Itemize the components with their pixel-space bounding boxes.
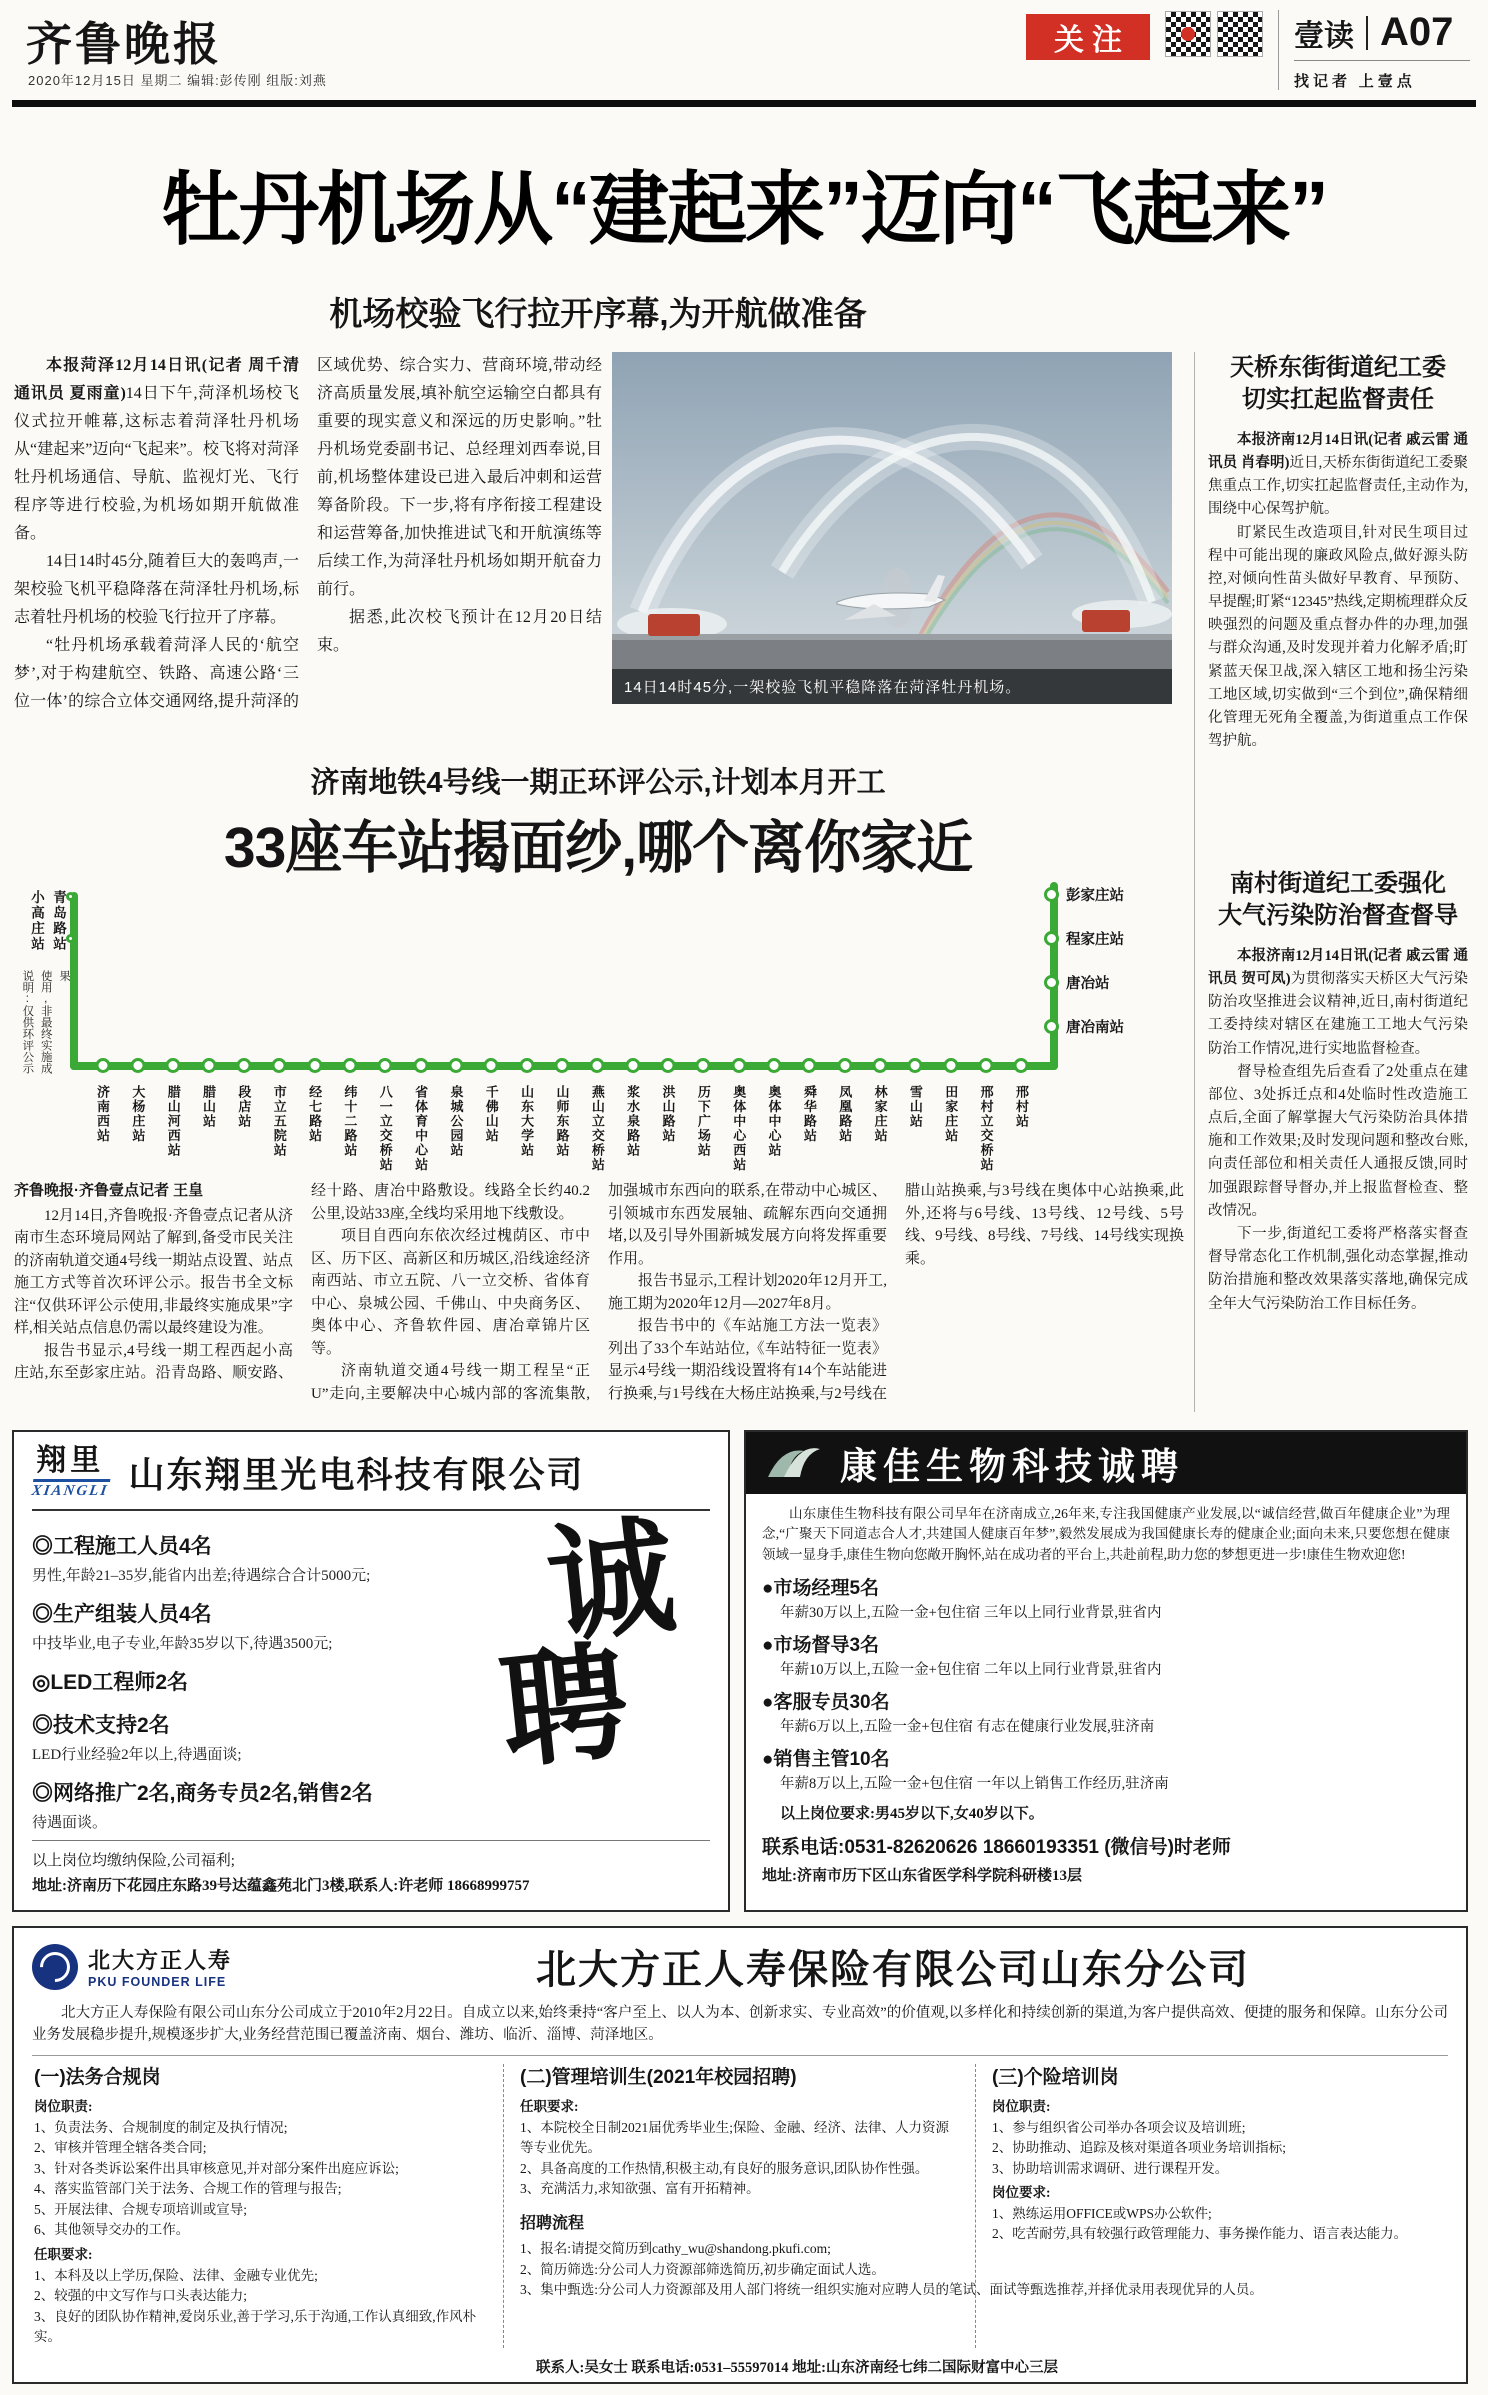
- station-label: 唐冶站: [1044, 972, 1110, 993]
- station-label: 段店站: [237, 1058, 250, 1172]
- position-title: (三)个险培训岗: [992, 2066, 1119, 2088]
- diagram-note: 说明:仅供环评公示使用,非最终实施成果: [21, 970, 71, 1074]
- pku-column-legal: [32, 2064, 504, 2348]
- paragraph: “牡丹机场承载着菏泽人民的‘航空梦’,对于构建航空、铁路、高速公路‘三位一体’的综合立体交通网络,提升菏泽的区域优势、综合实力、营商环境,带动经济高质量发展,填补航空运输空白都具有重要的现实意义和深远的历史影响。”牡丹机场党委副书记、总经理刘西奉说,目前,机场整体建设已进入最后冲刺和运营筹备阶段。下一步,将有序衔接工程建设和运营筹备,加快推进试飞和开航演练等后续工作,为菏泽牡丹机场如期开航奋力前行。: [14, 357, 602, 710]
- station-label: 奥体中心西站: [732, 1058, 745, 1172]
- lead-paragraph: [1208, 429, 1468, 522]
- station-label: 青岛路站: [51, 890, 66, 952]
- station-label: 林家庄站: [874, 1058, 887, 1172]
- paragraph: 14日14时45分,随着巨大的轰鸣声,一架校验飞机平稳降落在菏泽牡丹机场,标志着牡丹机场的校验飞行拉开了序幕。: [14, 553, 299, 626]
- xiangli-body: [32, 1500, 710, 1832]
- main-line-stations: [96, 1058, 1028, 1172]
- station-label: 唐冶南站: [1044, 1016, 1124, 1037]
- section-label: 岗位职责:: [992, 2099, 1051, 2115]
- metro-line-diagram: [12, 876, 1184, 1176]
- xiangli-benefits: 以上岗位均缴纳保险,公司福利;: [32, 1853, 235, 1869]
- fire-truck: [1082, 610, 1130, 632]
- ad-kangjia: [744, 1430, 1468, 1912]
- list-item: 2、协助推动、追踪及核对渠道各项业务培训指标;: [992, 2140, 1287, 2156]
- station-label: 奥体中心站: [768, 1058, 781, 1172]
- station-label: 山东大学站: [520, 1058, 533, 1172]
- list-item: 2、具备高度的工作热情,积极主动,有良好的服务意识,团队协作性强。: [520, 2160, 929, 2176]
- list-item: 2、吃苦耐劳,具有较强行政管理能力、事务操作能力、语言表达能力。: [992, 2226, 1408, 2242]
- metro-article-body: [14, 1180, 1184, 1410]
- paragraph: 项目自西向东依次经过槐荫区、市中区、历下区、高新区和历城区,沿线途经济南西站、市立五院、八一立交桥、省体育中心、泉城公园、千佛山、中央商务区、奥体中心、齐鲁软件园、唐冶章锦片区等。: [311, 1228, 590, 1357]
- paragraph: 下一步,街道纪工委将严格落实督查督导常态化工作机制,强化动态掌握,推动防治措施和整改效果落实落地,确保完成全年大气污染防治工作目标任务。: [1208, 1226, 1468, 1312]
- list-item: 1、报名:请提交简历到cathy_wu@shandong.pkufi.com;: [520, 2241, 831, 2257]
- masthead-tagline: 找记者 上壹点: [1294, 74, 1416, 90]
- station-label: 凤凰路站: [838, 1058, 851, 1172]
- xiangli-logo-cn: 翔里: [36, 1444, 105, 1477]
- lead-paragraph: [1208, 945, 1468, 1061]
- divider: [1366, 16, 1368, 50]
- title-line: 天桥东街街道纪工委: [1230, 354, 1446, 381]
- lead-headline: 牡丹机场从“建起来”迈向“飞起来”: [161, 165, 1327, 254]
- metro-line-west-segment: [70, 892, 78, 1070]
- paragraph-text: 为贯彻落实天桥区大气污染防治攻坚推进会议精神,近日,南村街道纪工委持续对辖区在建施工工地大气污染防治工作情况,进行实地监督检查。: [1208, 970, 1468, 1057]
- divider: [1278, 10, 1279, 90]
- metro-kicker: 济南地铁4号线一期正环评公示,计划本月开工: [310, 767, 886, 799]
- station-label: 大杨庄站: [131, 1058, 144, 1172]
- job-item: ◎工程施工人员4名 男性,年龄21–35岁,能省内出差;待遇综合合计5000元;: [32, 1535, 371, 1584]
- position-title: (一)法务合规岗: [34, 2066, 161, 2088]
- list-item: 4、落实监管部门关于法务、合规工作的管理与报告;: [34, 2181, 342, 2197]
- follow-badge: 关注: [1026, 14, 1150, 60]
- station-label: 济南西站: [96, 1058, 109, 1172]
- requirement-list: [520, 2118, 959, 2200]
- station-label: 邢村站: [1015, 1058, 1028, 1172]
- station-label: 燕山立交桥站: [591, 1058, 604, 1172]
- station-label: 省体育中心站: [414, 1058, 427, 1172]
- list-item: 3、良好的团队协作精神,爱岗乐业,善于学习,乐于沟通,工作认真细致,作风朴实。: [34, 2308, 477, 2345]
- pku-brand-cn: 北大方正人寿: [88, 1948, 233, 1973]
- pku-brand-en: PKU FOUNDER LIFE: [88, 1975, 227, 1989]
- lead-subhead: 机场校验飞行拉开序幕,为开航做准备: [329, 295, 867, 332]
- list-item: 1、本院校全日制2021届优秀毕业生;保险、金融、经济、法律、人力资源等专业优先。: [520, 2119, 949, 2156]
- section-label: 任职要求:: [520, 2099, 579, 2115]
- pku-intro: 北大方正人寿保险有限公司山东分公司成立于2010年2月22日。自成立以来,始终秉持“客户至上、以人为本、创新求实、专业高效”的价值观,以多样化和持续创新的渠道,为客户提供高效、便捷的服务和保障。山东分公司业务发展稳步提升,规模逐步扩大,业务经营范围已覆盖济南、烟台、潍坊、临沂、淄博、菏泽地区。: [32, 2003, 1448, 2056]
- station-label: 舜华路站: [803, 1058, 816, 1172]
- calligraphy-char: 诚: [540, 1500, 682, 1661]
- list-item: 3、集中甄选:分公司人力资源部及用人部门将统一组织实施对应聘人员的笔试、面试等甄选推荐,并择优录用表现优异的人员。: [520, 2282, 1263, 2298]
- title-line: 南村街道纪工委强化: [1230, 870, 1446, 897]
- list-item: 2、较强的中文写作与口头表达能力;: [34, 2288, 248, 2304]
- position-title: (二)管理培训生(2021年校园招聘): [520, 2066, 797, 2088]
- qr-code-icon: [1218, 12, 1262, 56]
- sidebar-story-title: [1208, 868, 1468, 933]
- page-number: A07: [1380, 10, 1454, 54]
- list-item: 1、本科及以上学历,保险、法律、金融专业优先;: [34, 2267, 318, 2283]
- list-item: 6、其他领导交办的工作。: [34, 2222, 190, 2238]
- process-list: [520, 2239, 1332, 2301]
- kangjia-swan-logo: [762, 1441, 826, 1485]
- ad-xiangli: [12, 1430, 730, 1912]
- airplane-water-salute-photo: [612, 352, 1172, 704]
- recruit-process: [520, 2212, 1332, 2301]
- station-label: 小高庄站: [29, 890, 44, 952]
- paragraph: 济南轨道交通4号线一期工程呈“正U”走向,主要解决中心城内部的客流集散,加强城市东西向的联系,在带动中心城区、引领城市东西发展轴、疏解东西向交通拥堵,以及引导外围新城发展方向将发挥重要作用。: [311, 1183, 887, 1402]
- xiangli-footer: [32, 1840, 710, 1895]
- paragraph: 据悉,此次校飞预计在12月20日结束。: [317, 609, 602, 654]
- station-label: 腊山河西站: [167, 1058, 180, 1172]
- kangjia-body: [746, 1494, 1466, 1885]
- list-item: 3、针对各类诉讼案件出具审核意见,并对部分案件出庭应诉讼;: [34, 2160, 399, 2176]
- process-title: 招聘流程: [520, 2214, 585, 2232]
- section-label: 岗位职责:: [34, 2099, 93, 2115]
- paragraph: 报告书显示,4号线一期工程西起小高庄站,东至彭家庄站。沿青岛路、顺安路、经十路、唐冶中路敷设。线路全长约40.2公里,设站33座,全线均采用地下线敷设。: [14, 1183, 590, 1381]
- pku-ad-title: 北大方正人寿保险有限公司山东分公司: [536, 1948, 1250, 1992]
- xiangli-company-name: 山东翔里光电科技有限公司: [128, 1454, 585, 1495]
- kangjia-job-list: [762, 1573, 1450, 1793]
- list-item: 3、充满活力,求知欲强、富有开拓精神。: [520, 2181, 760, 2197]
- station-label: 洪山路站: [662, 1058, 675, 1172]
- pku-columns: [32, 2064, 1448, 2348]
- list-item: 2、简历筛选:分公司人力资源部筛选简历,初步确定面试人选。: [520, 2261, 885, 2277]
- station-label: 邢村立交桥站: [980, 1058, 993, 1172]
- job-item: ●客服专员30名 年薪6万以上,五险一金+包住宿 有志在健康行业发展,驻济南: [762, 1691, 1155, 1735]
- job-item: ◎技术支持2名 LED行业经验2年以上,待遇面谈;: [32, 1714, 242, 1763]
- fire-truck: [648, 614, 700, 636]
- dateline: 2020年12月15日 星期二 编辑:彭传刚 组版:刘燕: [28, 73, 327, 88]
- pku-column-trainer: [976, 2064, 1448, 2348]
- xiangli-header: [32, 1446, 710, 1511]
- station-label: 八一立交桥站: [379, 1058, 392, 1172]
- paragraph: 报告书显示,工程计划2020年12月开工,施工期为2020年12月—2027年8月。: [608, 1273, 887, 1312]
- lead-paragraph: [14, 352, 299, 548]
- pku-contact: 联系人:吴女士 联系电话:0531–55597014 地址:山东济南经七纬二国际财富中心三层: [536, 2359, 1058, 2376]
- list-item: 5、开展法律、合规专项培训或宣导;: [34, 2201, 248, 2217]
- xiangli-job-list: [32, 1517, 480, 1832]
- kangjia-requirement: 以上岗位要求:男45岁以下,女40岁以下。: [780, 1805, 1044, 1822]
- xiangli-logo-en: XIANGLI: [31, 1479, 110, 1499]
- masthead-logo: 齐鲁晚报: [26, 17, 222, 71]
- station-label: 浆水泉路站: [626, 1058, 639, 1172]
- kangjia-address: 地址:济南市历下区山东省医学科学院科研楼13层: [762, 1867, 1082, 1884]
- section-label: 任职要求:: [34, 2246, 93, 2262]
- qr-code-icon: [1166, 12, 1210, 56]
- pku-header: [32, 1938, 1448, 1995]
- paragraph: 报告书中的《车站施工方法一览表》列出了33个车站站位,《车站特征一览表》显示4号线一期沿线设置将有14个车站能进行换乘,与1号线在大杨庄站换乘,与2号线在腊山站换乘,与3号线在奥体中心站换乘,此外,还将与6号线、13号线、12号线、5号线、9号线、8号线、7号线、14号线实现换乘。: [608, 1183, 1184, 1402]
- station-label: 泉城公园站: [449, 1058, 462, 1172]
- paragraph: 盯紧民生改造项目,针对民生项目过程中可能出现的廉政风险点,做好源头防控,对倾向性苗头做好早教育、早预防、早提醒;盯紧“12345”热线,定期梳理群众反映强烈的问题及重点督办件的办理,加强与群众沟通,及时发现并着力化解矛盾;盯紧蓝天保卫战,深入辖区工地和扬尘污染工地区域,切实做到“三个到位”,确保精细化管理无死角全覆盖,为街道重点工作保驾护航。: [1208, 524, 1468, 750]
- divider: [1294, 60, 1470, 61]
- station-label: 经七路站: [308, 1058, 321, 1172]
- kangjia-title: 康佳生物科技诚聘: [840, 1446, 1184, 1487]
- list-item: 2、审核并管理全辖各类合同;: [34, 2140, 207, 2156]
- paragraph-text: 近日,天桥东街街道纪工委聚焦重点工作,切实扛起监督责任,主动作为,围绕中心保驾护航。: [1208, 454, 1468, 518]
- list-item: 1、参与组织省公司举办各项会议及培训班;: [992, 2119, 1246, 2135]
- title-line: 大气污染防治督查督导: [1218, 902, 1458, 930]
- paragraph-text: 14日下午,菏泽机场校飞仪式拉开帷幕,这标志着菏泽牡丹机场从“建起来”迈向“飞起来”。校飞将对菏泽牡丹机场通信、导航、监视灯光、飞行程序等进行校验,为机场如期开航做准备。: [14, 385, 299, 542]
- section-block: [1294, 10, 1470, 91]
- station-label: 历下广场站: [697, 1058, 710, 1172]
- title-line: 切实扛起监督责任: [1242, 386, 1434, 414]
- list-item: 1、负责法务、合规制度的制定及执行情况;: [34, 2119, 288, 2135]
- chengpin-calligraphy: [464, 1500, 726, 1843]
- xiangli-address: 地址:济南历下花园庄东路39号达蕴鑫苑北门3楼,联系人:许老师 18668999757: [32, 1878, 530, 1894]
- lead-photo: [612, 352, 1172, 704]
- station-label: 市立五院站: [273, 1058, 286, 1172]
- pku-logo-icon: [32, 1944, 78, 1990]
- list-item: 1、熟练运用OFFICE或WPS办公软件;: [992, 2205, 1212, 2221]
- station-label: 腊山站: [202, 1058, 215, 1172]
- job-item: ●市场经理5名 年薪30万以上,五险一金+包住宿 三年以上同行业背景,驻省内: [762, 1577, 1162, 1621]
- paragraph: 督导检查组先后查看了2处重点在建部位、3处拆迁点和4处临时性改造施工点后,全面了解掌握大气污染防治具体措施和工作效果;及时发现问题和整改台账,向责任部位和相关责任人通报反馈,同时加强跟踪督导督办,并上报监督检查、整改情况。: [1208, 1063, 1468, 1219]
- station-label: 彭家庄站: [1044, 884, 1124, 905]
- sidebar-story-tianqiao: [1208, 352, 1468, 753]
- header-rule: [12, 100, 1476, 107]
- section-label: 岗位要求:: [992, 2185, 1051, 2201]
- metro-headline: 33座车站揭面纱,哪个离你家近: [223, 816, 973, 880]
- column-rule: [1194, 352, 1195, 1412]
- sidebar-story-nancun: [1208, 868, 1468, 1316]
- station-label: 程家庄站: [1044, 928, 1124, 949]
- job-item: ●市场督导3名 年薪10万以上,五险一金+包住宿 二年以上同行业背景,驻省内: [762, 1634, 1162, 1678]
- photo-caption: 14日14时45分,一架校验飞机平稳降落在菏泽牡丹机场。: [612, 669, 1172, 704]
- byline: 齐鲁晚报·齐鲁壹点记者 王皇: [14, 1182, 204, 1199]
- job-item: ◎网络推广2名,商务专员2名,销售2名 待遇面谈。: [32, 1782, 373, 1831]
- duty-list: [34, 2118, 487, 2241]
- sidebar-story-title: [1208, 352, 1468, 417]
- station-label: 田家庄站: [944, 1058, 957, 1172]
- station-label: 千佛山站: [485, 1058, 498, 1172]
- kangjia-intro: 山东康佳生物科技有限公司早年在济南成立,26年来,专注我国健康产业发展,以“诚信经营,做百年健康企业”为理念,“广聚天下同道志合人才,共建国人健康百年梦”,毅然发展成为我国健康长寿的健康企业;面向未来,只要您想在健康领域一显身手,康佳生物向您敞开胸怀,站在成功者的平台上,共赴前程,助力您的梦想更进一步!康佳生物欢迎您!: [762, 1506, 1450, 1562]
- dateline-byline: 本报济南12月14日讯(记者 戚云雷 通讯员 肖春明): [1208, 431, 1468, 471]
- pku-logo: [32, 1944, 312, 1990]
- kangjia-phone: 联系电话:0531-82620626 18660193351 (微信号)时老师: [762, 1836, 1231, 1858]
- list-item: 3、协助培训需求调研、进行课程开发。: [992, 2160, 1229, 2176]
- job-item: ◎生产组装人员4名 中技毕业,电子专业,年龄35岁以下,待遇3500元;: [32, 1603, 333, 1652]
- job-item: ◎LED工程师2名: [32, 1671, 189, 1694]
- station-label: 山师东路站: [555, 1058, 568, 1172]
- paragraph: 12月14日,齐鲁晚报·齐鲁壹点记者从济南市生态环境局网站了解到,备受市民关注的济南轨道交通4号线一期站点设置、站点施工方式等首次环评公示。报告书全文标注“仅供环评公示使用,非最终实施成果”字样,相关站点信息仍需以最终建设为准。: [14, 1207, 293, 1336]
- station-label: 纬十二路站: [343, 1058, 356, 1172]
- calligraphy-char: 聘: [493, 1626, 635, 1787]
- requirement-list: [34, 2266, 487, 2348]
- duty-list: [992, 2118, 1432, 2180]
- ad-pku-founder-life: [12, 1926, 1468, 2384]
- section-name: 壹读: [1294, 19, 1354, 53]
- station-label: 雪山站: [909, 1058, 922, 1172]
- job-item: ●销售主管10名 年薪8万以上,五险一金+包住宿 一年以上销售工作经历,驻济南: [762, 1748, 1169, 1792]
- dateline-byline: 本报济南12月14日讯(记者 戚云雷 通讯员 贺可凤): [1208, 947, 1468, 987]
- lead-article-body: [14, 352, 602, 730]
- dateline-byline: 本报菏泽12月14日讯(记者 周千清 通讯员 夏雨童): [14, 357, 299, 402]
- kangjia-header: [746, 1432, 1466, 1494]
- xiangli-logo: [32, 1446, 109, 1499]
